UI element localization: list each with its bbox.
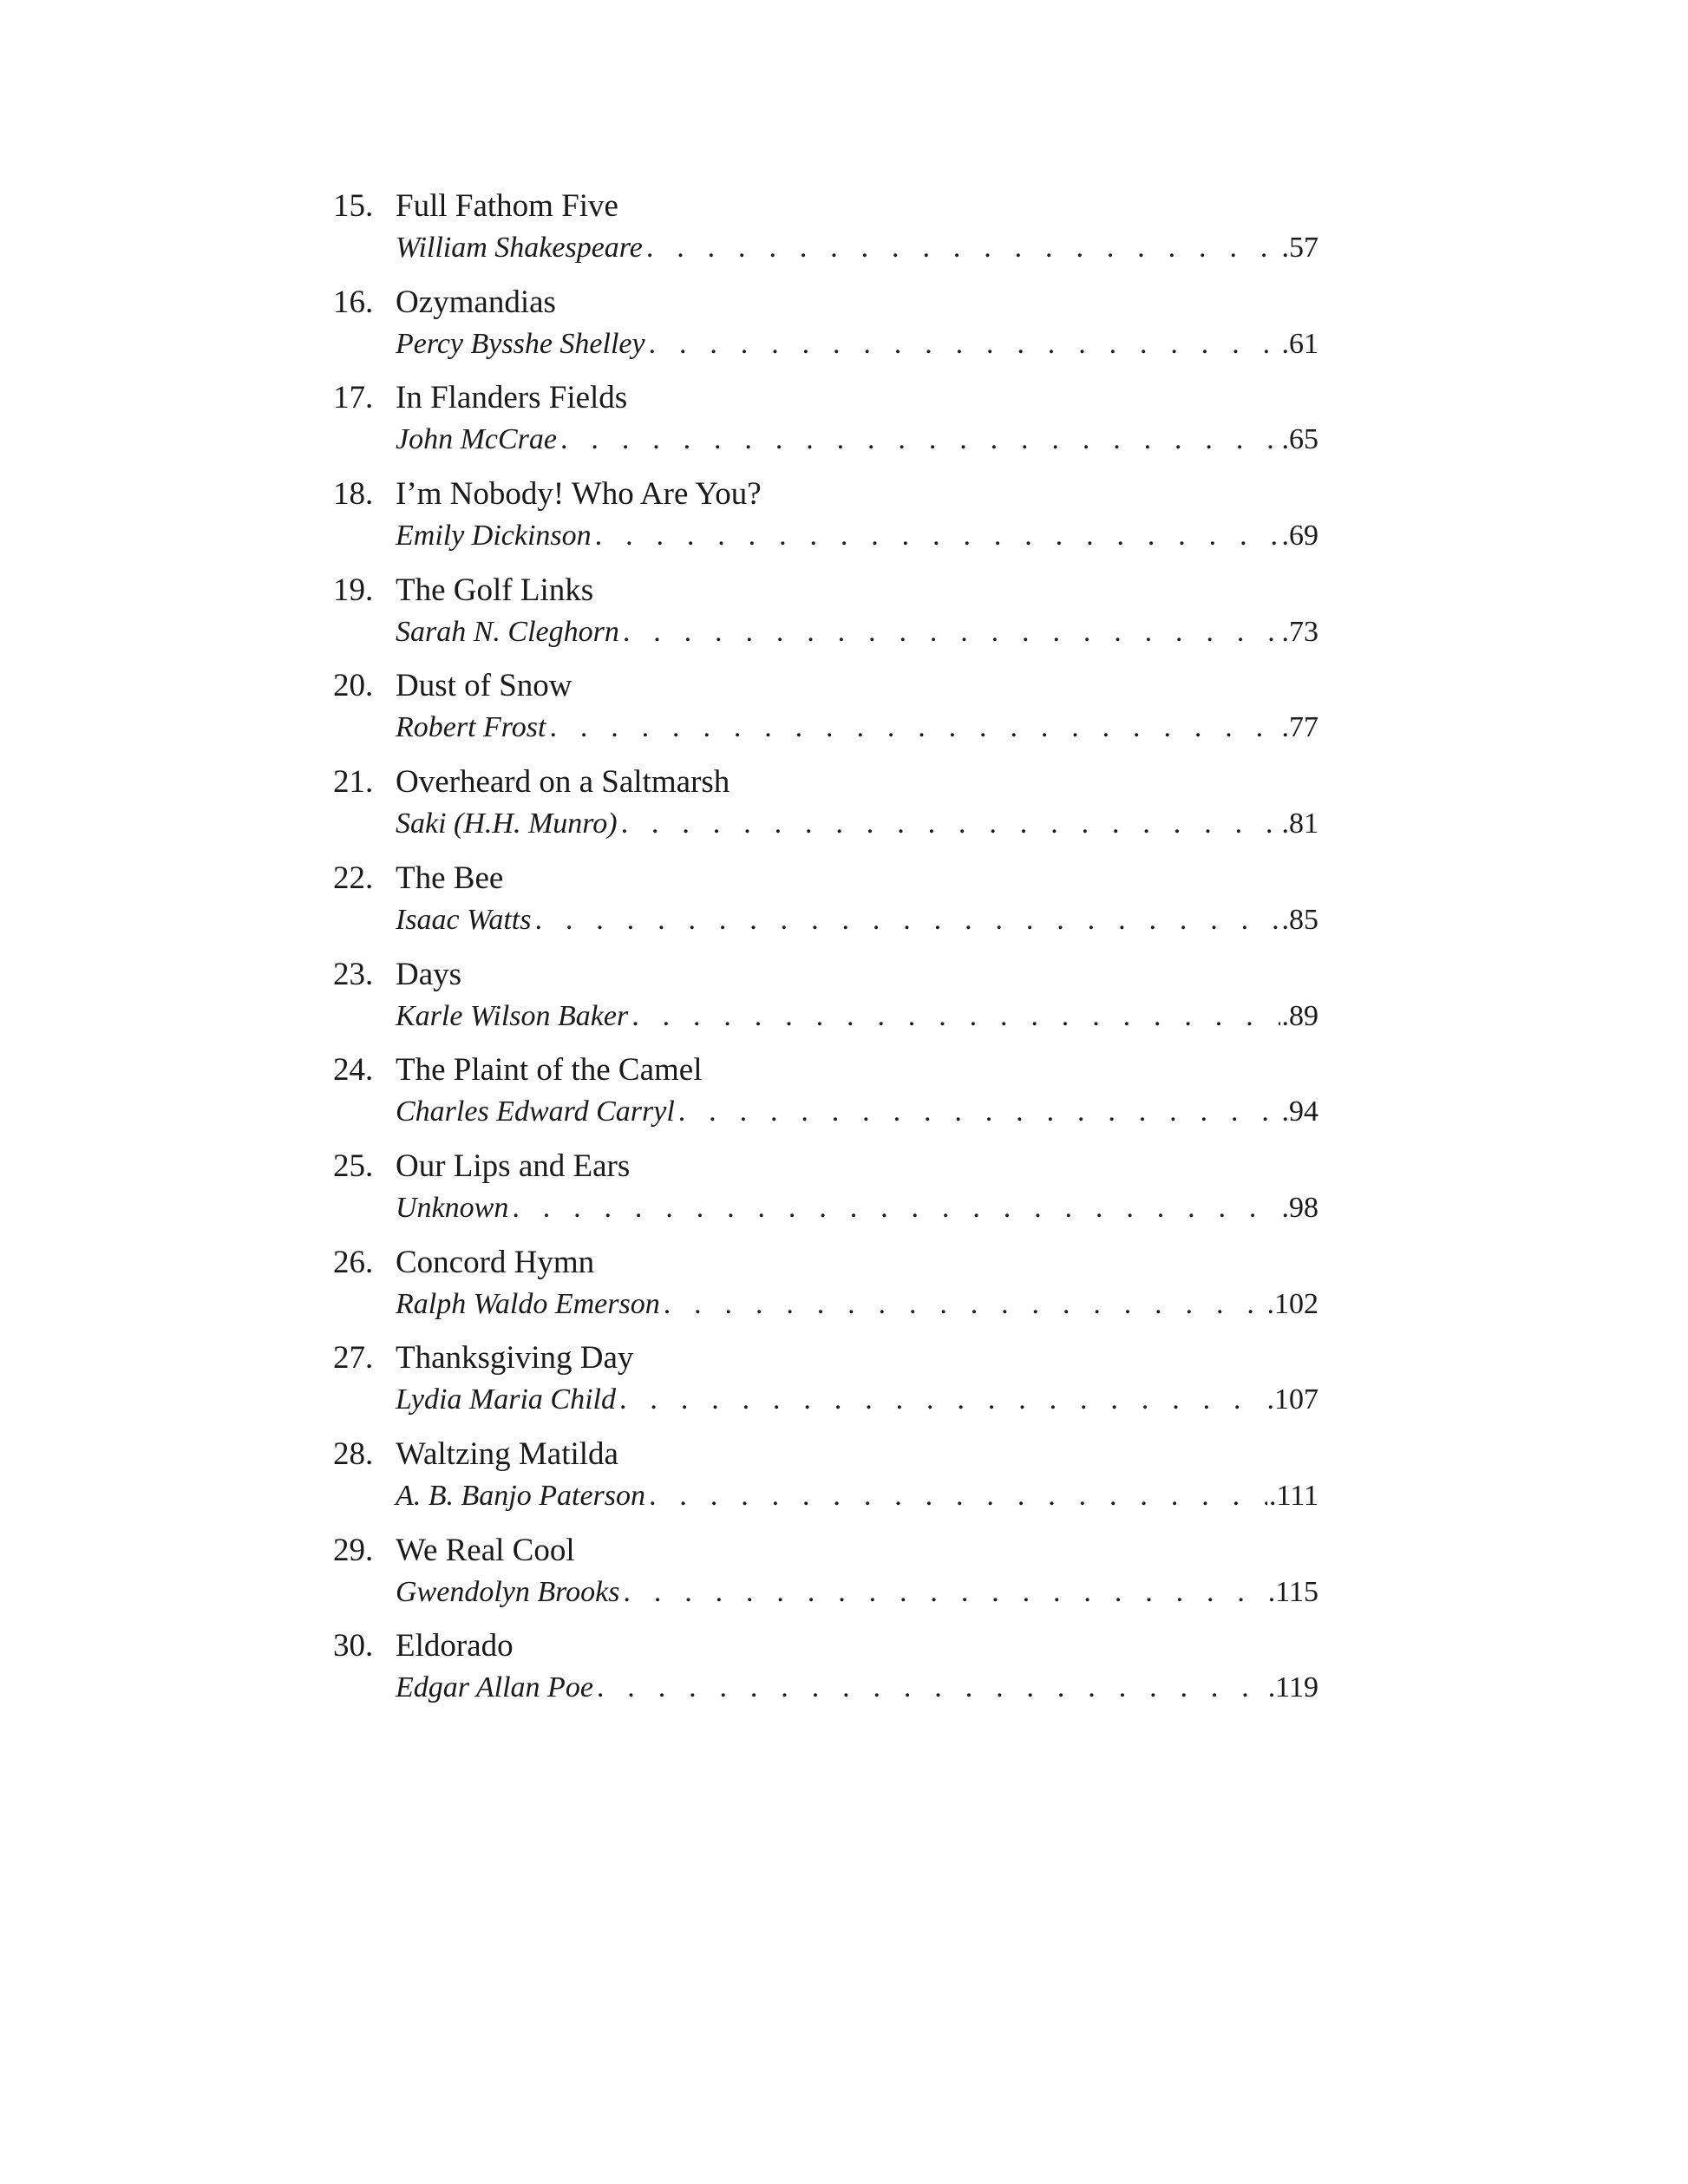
entry-title-line <box>333 1337 633 1379</box>
entry-number: 16. <box>333 284 374 320</box>
entry-author: Saki (H.H. Munro) <box>396 808 618 840</box>
entry-page-number: .98 <box>1281 1191 1318 1224</box>
dot-leader <box>531 901 1279 939</box>
entry-page-number: .57 <box>1281 232 1318 264</box>
entry-title: Thanksgiving Day <box>396 1340 634 1376</box>
entry-page-number: .65 <box>1281 423 1318 456</box>
toc-entry <box>333 186 1318 282</box>
entry-title-line <box>333 186 618 227</box>
entry-page-number: .94 <box>1281 1095 1318 1128</box>
entry-page-number: .77 <box>1281 711 1318 744</box>
entry-page-number: .89 <box>1281 999 1318 1032</box>
toc-entry <box>333 377 1318 474</box>
entry-number: 26. <box>333 1244 374 1280</box>
entry-title: Our Lips and Ears <box>396 1148 631 1184</box>
entry-number: 20. <box>333 668 374 704</box>
entry-title-line <box>333 665 572 707</box>
dot-leader <box>619 1573 1266 1612</box>
toc-entry <box>333 1049 1318 1146</box>
entry-author-line <box>396 613 1318 651</box>
entry-title: We Real Cool <box>396 1532 575 1568</box>
entry-title: Full Fathom Five <box>396 188 618 224</box>
entry-number: 17. <box>333 380 374 416</box>
entry-author-line <box>396 1189 1318 1227</box>
entry-author: Gwendolyn Brooks <box>396 1575 620 1608</box>
entry-number: 24. <box>333 1052 374 1089</box>
entry-author: A. B. Banjo Paterson <box>396 1479 646 1512</box>
entry-title-line <box>333 377 627 419</box>
entry-title: Ozymandias <box>396 284 556 320</box>
dot-leader <box>616 1381 1265 1419</box>
entry-title-line <box>333 474 762 515</box>
dot-leader <box>508 1189 1279 1227</box>
dot-leader <box>645 1477 1267 1515</box>
entry-title-line <box>333 282 556 324</box>
dot-leader <box>645 325 1280 363</box>
dot-leader <box>619 613 1280 651</box>
entry-title: Waltzing Matilda <box>396 1435 618 1472</box>
toc-entry <box>333 665 1318 762</box>
entry-author: Karle Wilson Baker <box>396 999 629 1032</box>
entry-author-line <box>396 1669 1318 1707</box>
entry-title: The Golf Links <box>396 572 594 608</box>
table-of-contents <box>333 186 1318 1722</box>
entry-number: 28. <box>333 1435 374 1472</box>
entry-page-number: .119 <box>1267 1671 1318 1704</box>
dot-leader <box>593 1669 1266 1707</box>
entry-page-number: .69 <box>1281 520 1318 553</box>
entry-title: I’m Nobody! Who Are You? <box>396 476 762 513</box>
dot-leader <box>675 1093 1280 1131</box>
entry-title: Overheard on a Saltmarsh <box>396 764 730 801</box>
entry-author: Sarah N. Cleghorn <box>396 615 619 648</box>
entry-title-line <box>333 858 503 899</box>
toc-entry <box>333 570 1318 666</box>
entry-author: Emily Dickinson <box>396 520 592 553</box>
entry-page-number: .115 <box>1267 1575 1318 1608</box>
entry-page-number: .85 <box>1281 903 1318 936</box>
dot-leader <box>592 517 1280 555</box>
entry-page-number: .111 <box>1269 1479 1318 1512</box>
dot-leader <box>660 1285 1266 1324</box>
entry-title-line <box>333 570 593 611</box>
entry-title-line <box>333 1625 514 1667</box>
entry-number: 30. <box>333 1628 374 1664</box>
toc-entry <box>333 954 1318 1050</box>
entry-number: 29. <box>333 1532 374 1568</box>
entry-number: 21. <box>333 764 374 801</box>
entry-author-line <box>396 1573 1318 1612</box>
entry-author-line <box>396 1093 1318 1131</box>
entry-page-number: .73 <box>1281 615 1318 648</box>
toc-entry <box>333 1337 1318 1434</box>
entry-title: The Bee <box>396 860 504 896</box>
dot-leader <box>557 421 1279 459</box>
entry-author-line <box>396 1381 1318 1419</box>
entry-page-number: .61 <box>1281 327 1318 360</box>
dot-leader <box>618 805 1280 843</box>
toc-entry <box>333 1530 1318 1626</box>
entry-number: 19. <box>333 572 374 608</box>
entry-author-line <box>396 1285 1318 1324</box>
entry-page-number: .107 <box>1266 1383 1318 1416</box>
entry-title-line <box>333 954 461 996</box>
entry-author: Lydia Maria Child <box>396 1383 617 1416</box>
entry-author: Unknown <box>396 1191 509 1224</box>
entry-number: 18. <box>333 476 374 513</box>
entry-author: John McCrae <box>396 423 558 456</box>
dot-leader <box>643 229 1280 267</box>
toc-entry <box>333 282 1318 378</box>
entry-author-line <box>396 997 1318 1036</box>
toc-entry <box>333 1434 1318 1530</box>
entry-author-line <box>396 229 1318 267</box>
entry-author-line <box>396 517 1318 555</box>
entry-author-line <box>396 709 1318 747</box>
entry-author: Isaac Watts <box>396 903 532 936</box>
entry-title: Days <box>396 956 462 992</box>
entry-page-number: .81 <box>1281 808 1318 840</box>
toc-entry <box>333 1146 1318 1242</box>
entry-title-line <box>333 1049 702 1091</box>
entry-author-line <box>396 901 1318 939</box>
entry-title-line <box>333 1242 594 1284</box>
dot-leader <box>628 997 1279 1036</box>
entry-title-line <box>333 1530 575 1572</box>
entry-number: 27. <box>333 1340 374 1376</box>
toc-entry <box>333 1625 1318 1722</box>
entry-title-line <box>333 1146 630 1187</box>
toc-entry <box>333 1242 1318 1338</box>
entry-author: Edgar Allan Poe <box>396 1671 593 1704</box>
entry-number: 22. <box>333 860 374 896</box>
entry-title-line <box>333 762 730 803</box>
toc-entry <box>333 762 1318 858</box>
entry-author: Robert Frost <box>396 711 546 744</box>
entry-page-number: .102 <box>1266 1287 1318 1320</box>
entry-title: The Plaint of the Camel <box>396 1052 703 1089</box>
entry-number: 23. <box>333 956 374 992</box>
entry-number: 15. <box>333 188 374 224</box>
entry-author-line <box>396 421 1318 459</box>
toc-entry <box>333 858 1318 954</box>
entry-author: Ralph Waldo Emerson <box>396 1287 660 1320</box>
entry-author: Charles Edward Carryl <box>396 1095 675 1128</box>
entry-title-line <box>333 1434 618 1475</box>
entry-author: Percy Bysshe Shelley <box>396 327 645 360</box>
entry-number: 25. <box>333 1148 374 1184</box>
entry-title: Eldorado <box>396 1628 514 1664</box>
entry-author-line <box>396 805 1318 843</box>
entry-title: Dust of Snow <box>396 668 572 704</box>
entry-author-line <box>396 325 1318 363</box>
dot-leader <box>546 709 1279 747</box>
entry-author: William Shakespeare <box>396 232 643 264</box>
toc-entry <box>333 474 1318 570</box>
entry-title: In Flanders Fields <box>396 380 628 416</box>
entry-author-line <box>396 1477 1318 1515</box>
entry-title: Concord Hymn <box>396 1244 595 1280</box>
